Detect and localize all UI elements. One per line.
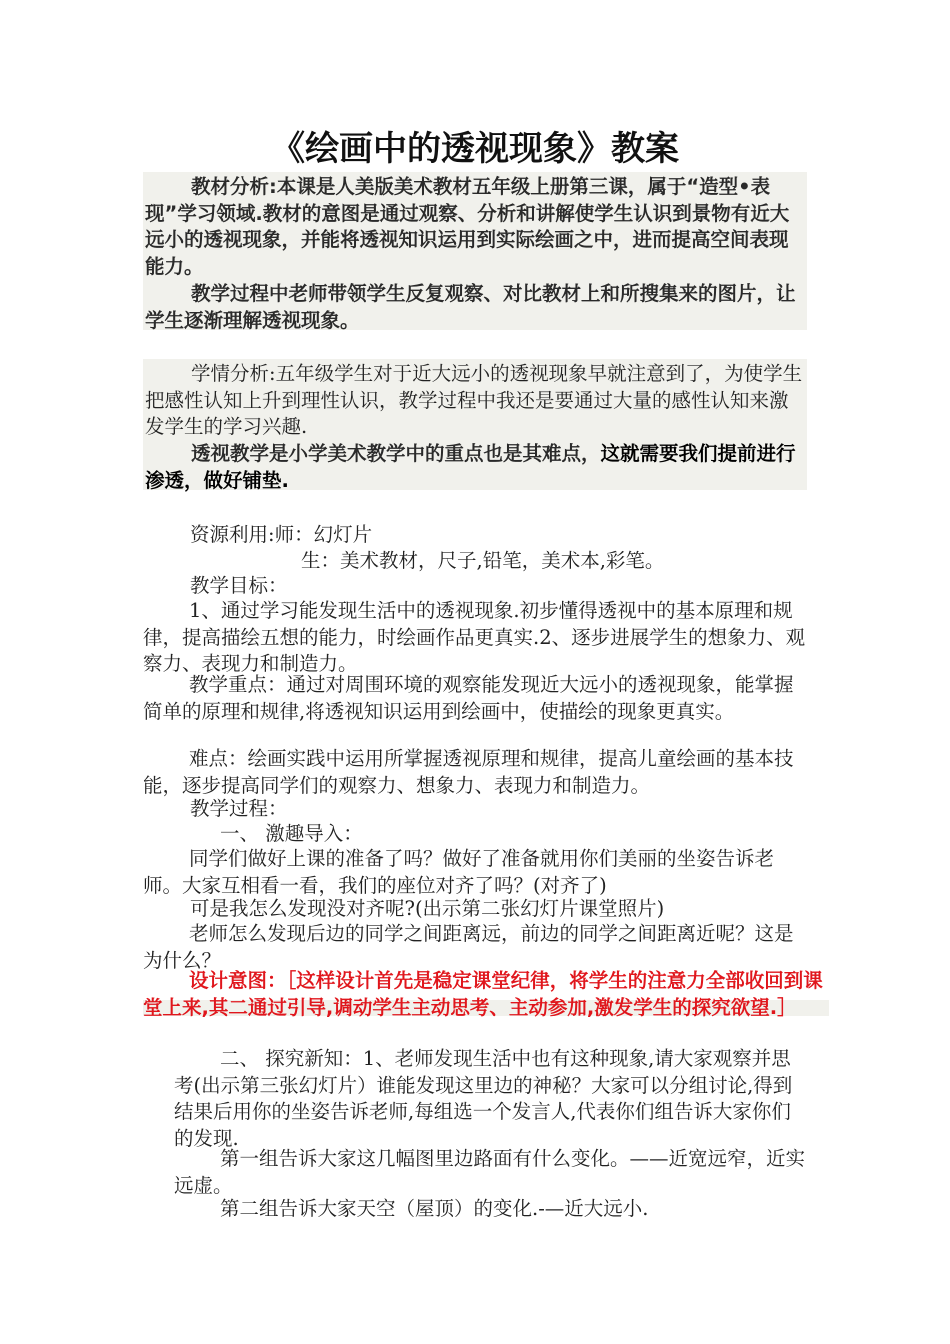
learner-para2-a: 透视教学是小学美术教学中的重点也是其难点，: [191, 442, 601, 465]
process-p2: 可是我怎么发现没对齐呢?(出示第二张幻灯片课堂照片): [190, 897, 665, 920]
document-title: 《绘画中的透视现象》教案: [271, 129, 679, 169]
learner-analysis-label: 学情分析:: [191, 362, 276, 385]
textbook-para2: 教学过程中老师带领学生反复观察、对比教材上和所搜集来的图片，让学生逐渐理解透视现象。: [145, 282, 796, 332]
group1-finding: 第一组告诉大家这几幅图里边路面有什么变化。——近宽远窄，近实远虚。: [174, 1147, 806, 1197]
step1-title: 一、 激趣导入：: [220, 822, 363, 845]
learner-analysis-paragraph: [145, 361, 805, 441]
goals-heading: 教学目标：: [190, 574, 288, 597]
process-p3: 老师怎么发现后边的同学之间距离远，前边的同学之间距离近呢？这是为什么？: [143, 922, 794, 972]
textbook-analysis-paragraph: [145, 174, 805, 280]
step2-paragraph: 二、 探究新知：1、老师发现生活中也有这种现象,请大家观察并思考(出示第三张幻灯片）谁能发现这里边的神秘？大家可以分组讨论,得到结果后用你的坐姿告诉老师,每组选一个发言人,代表你们组告诉大家你们的发现.: [174, 1047, 793, 1150]
learner-para2-b: 这就需要我们提前进行渗透，做好铺垫.: [145, 442, 796, 492]
group2-finding: 第二组告诉大家天空（屋顶）的变化.-—近大远小.: [220, 1197, 649, 1220]
learner-para2: [145, 441, 805, 494]
goals-text: 1、通过学习能发现生活中的透视现象.初步懂得透视中的基本原理和规律，提高描绘五想的能力，时绘画作品更真实.2、逐步进展学生的想象力、观察力、表现力和制造力。: [143, 599, 806, 675]
textbook-analysis-text: 本课是人美版美术教材五年级上册第三课，属于“造型•表现”学习领域.教材的意图是通过观察、分析和讲解使学生认识到景物有近大远小的透视现象，并能将透视知识运用到实际绘画之中，进而提高空间表现能力。: [145, 175, 790, 278]
resources-student: 生：美术教材，尺子,铅笔，美术本,彩笔。: [301, 549, 665, 572]
textbook-analysis-label: 教材分析:: [191, 175, 277, 198]
process-heading: 教学过程：: [190, 797, 288, 820]
resources-teacher: 资源利用:师：幻灯片: [190, 523, 373, 546]
difficulties: 难点：绘画实践中运用所掌握透视原理和规律，提高儿童绘画的基本技能，逐步提高同学们的观察力、想象力、表现力和制造力。: [143, 747, 794, 797]
design-intent: 设计意图：［这样设计首先是稳定课堂纪律，将学生的注意力全部收回到课堂上来,其二通过引导,调动学生主动思考、主动参加,激发学生的探究欲望.］: [143, 969, 823, 1019]
key-points: 教学重点：通过对周围环境的观察能发现近大远小的透视现象，能掌握简单的原理和规律,将透视知识运用到绘画中，使描绘的现象更真实。: [143, 673, 794, 723]
learner-analysis-text: 五年级学生对于近大远小的透视现象早就注意到了，为使学生把感性认知上升到理性认识，教学过程中我还是要通过大量的感性认知来激发学生的学习兴趣.: [145, 362, 803, 438]
process-p1: 同学们做好上课的准备了吗？做好了准备就用你们美丽的坐姿告诉老师。大家互相看一看，我们的座位对齐了吗？(对齐了): [143, 847, 775, 897]
